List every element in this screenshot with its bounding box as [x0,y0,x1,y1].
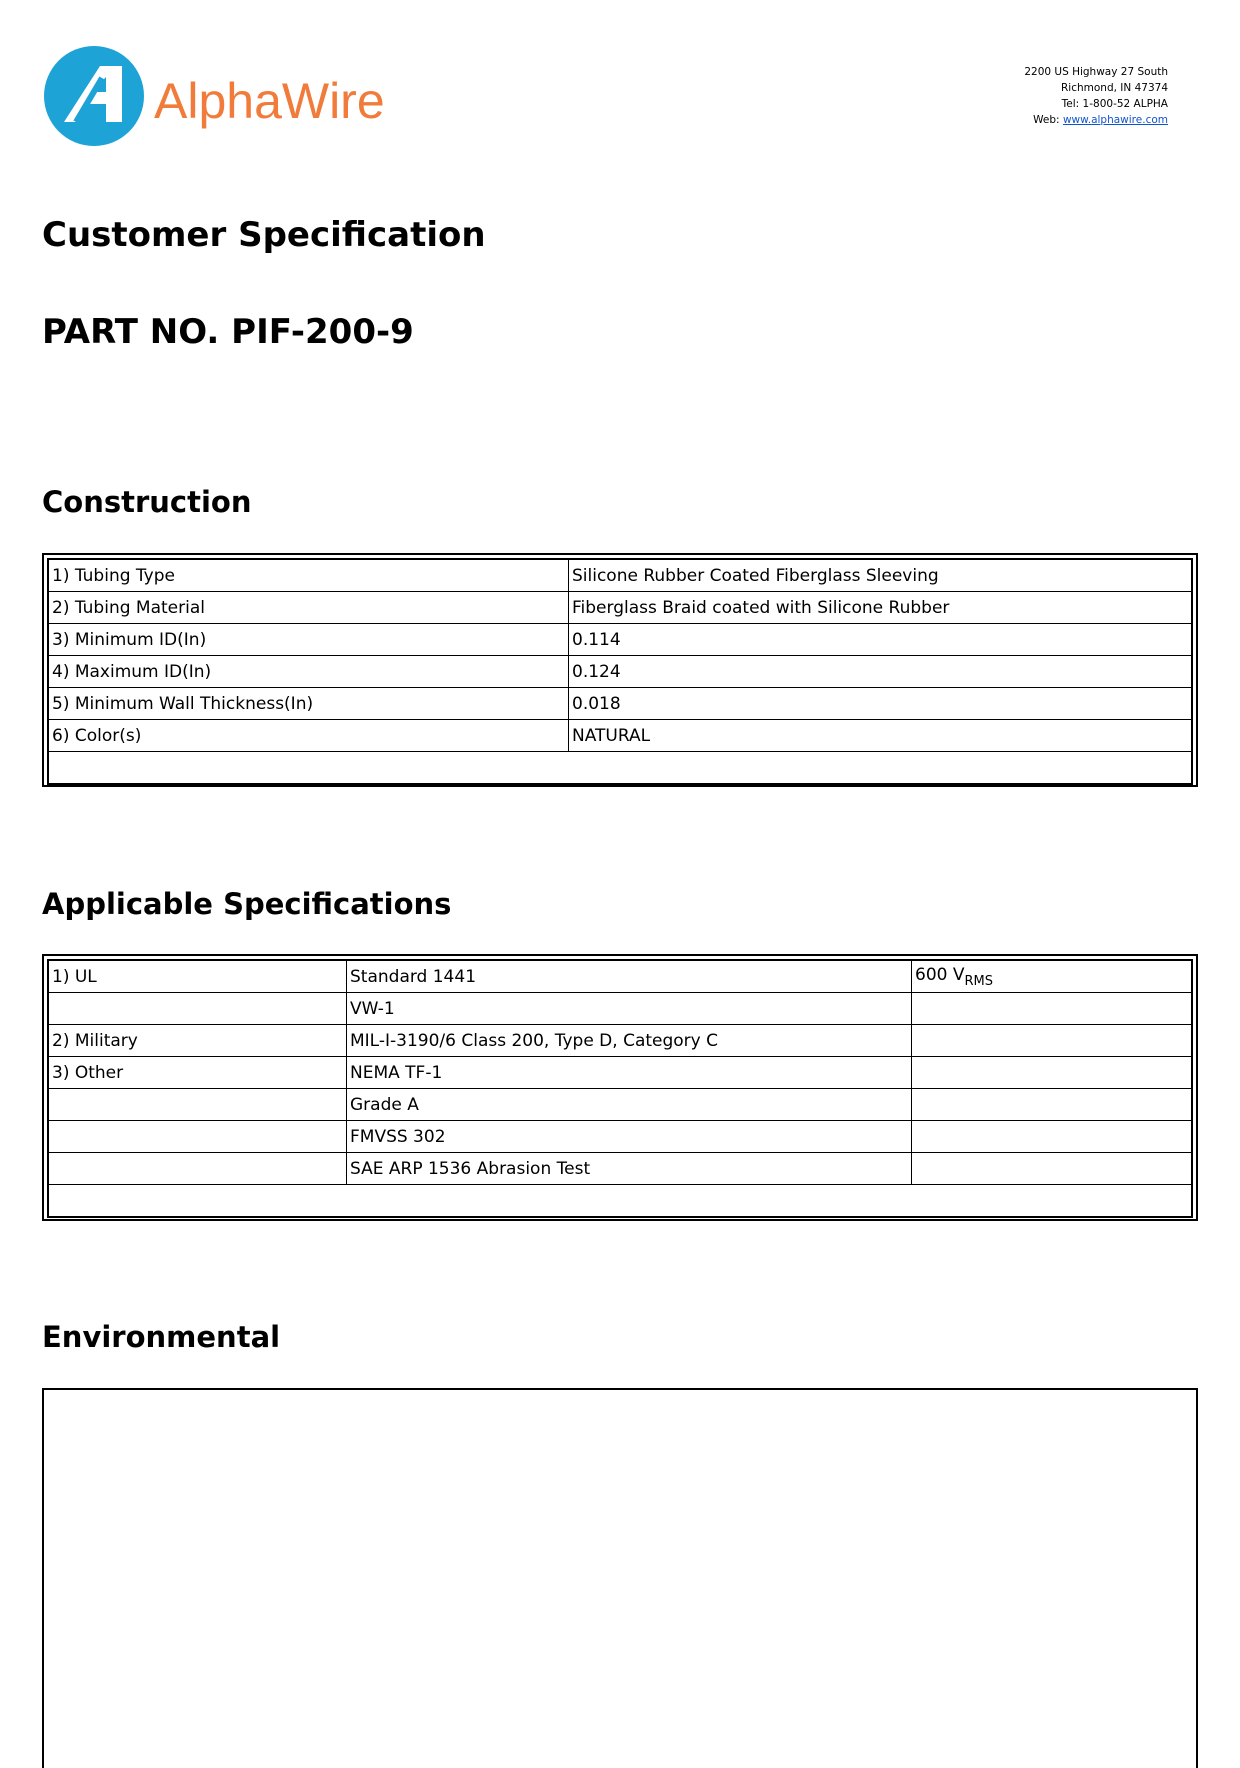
specification-spec-cell: VW-1 [347,993,912,1025]
construction-value-cell: Fiberglass Braid coated with Silicone Rubber [569,592,1192,624]
construction-label-cell: 3) Minimum ID(In) [49,624,569,656]
construction-value-cell: 0.018 [569,688,1192,720]
specification-row [49,1089,1192,1121]
website-link[interactable]: www.alphawire.com [1062,114,1168,126]
specification-spec-cell: NEMA TF-1 [347,1057,912,1089]
empty-cell [49,752,1192,784]
specification-rating-cell [912,1121,1192,1153]
specification-rating-cell [912,1025,1192,1057]
specifications-table [48,960,1192,1217]
specification-category-cell [49,1089,347,1121]
alphawire-logo-icon [42,44,146,148]
specification-row [49,1153,1192,1185]
specification-row [49,961,1192,993]
construction-value-cell: 0.124 [569,656,1192,688]
web-label: Web: [1033,114,1063,126]
specification-row [49,1057,1192,1089]
construction-label-cell: 1) Tubing Type [49,560,569,592]
empty-cell [49,1185,1192,1217]
alphawire-logo [42,44,422,154]
construction-row [49,624,1192,656]
construction-row [49,560,1192,592]
company-address [1024,64,1168,128]
construction-value-cell: NATURAL [569,720,1192,752]
specification-category-cell: 1) UL [49,961,347,993]
construction-row [49,720,1192,752]
specification-spec-cell: SAE ARP 1536 Abrasion Test [347,1153,912,1185]
construction-table [48,559,1192,784]
environmental-box [42,1388,1198,1768]
specifications-heading: Applicable Specifications [42,887,452,921]
specifications-table-box [42,954,1198,1221]
construction-label-cell: 6) Color(s) [49,720,569,752]
specification-spec-cell: Standard 1441 [347,961,912,993]
construction-row [49,592,1192,624]
specifications-empty-row [49,1185,1192,1217]
specification-rating-cell [912,961,1192,993]
specification-rating-cell [912,1153,1192,1185]
document-title: Customer Specification [42,215,486,255]
specification-category-cell [49,993,347,1025]
construction-row [49,688,1192,720]
environmental-heading: Environmental [42,1320,281,1354]
construction-label-cell: 5) Minimum Wall Thickness(In) [49,688,569,720]
specification-rating-cell [912,1089,1192,1121]
specification-category-cell: 2) Military [49,1025,347,1057]
construction-empty-row [49,752,1192,784]
construction-value-cell: 0.114 [569,624,1192,656]
specification-category-cell [49,1121,347,1153]
construction-row [49,656,1192,688]
specification-spec-cell: FMVSS 302 [347,1121,912,1153]
rating-value: 600 V [915,964,965,985]
construction-label-cell: 2) Tubing Material [49,592,569,624]
specification-row [49,993,1192,1025]
specification-rating-cell [912,993,1192,1025]
construction-heading: Construction [42,485,252,519]
specification-row [49,1025,1192,1057]
address-city: Richmond, IN 47374 [1061,82,1168,94]
construction-label-cell: 4) Maximum ID(In) [49,656,569,688]
rating-subscript: RMS [964,973,993,989]
part-number: PART NO. PIF-200-9 [42,312,414,352]
specification-category-cell [49,1153,347,1185]
logo-wordmark: AlphaWire [154,73,385,129]
address-street: 2200 US Highway 27 South [1024,66,1168,78]
specification-spec-cell: Grade A [347,1089,912,1121]
construction-table-box [42,553,1198,787]
address-web [1024,112,1168,128]
construction-value-cell: Silicone Rubber Coated Fiberglass Sleeving [569,560,1192,592]
address-phone: Tel: 1-800-52 ALPHA [1061,98,1168,110]
specification-rating-cell [912,1057,1192,1089]
specification-category-cell: 3) Other [49,1057,347,1089]
specification-spec-cell: MIL-I-3190/6 Class 200, Type D, Category C [347,1025,912,1057]
specification-row [49,1121,1192,1153]
